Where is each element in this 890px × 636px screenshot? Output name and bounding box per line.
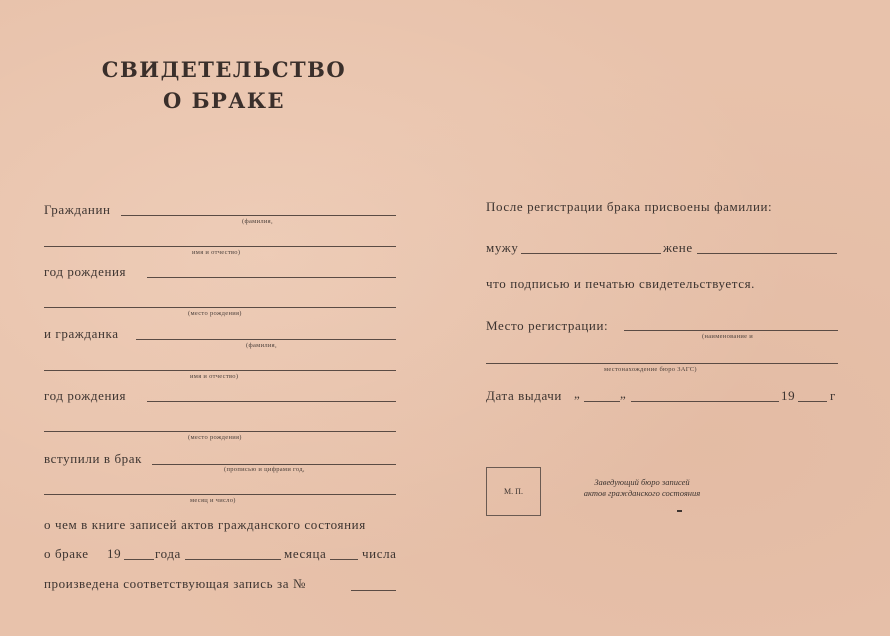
married-label: вступили в брак	[44, 451, 143, 466]
issue-quote-open: „	[574, 386, 581, 401]
wife-label: жене	[663, 240, 693, 255]
record-line-1: о чем в книге записей актов гражданского состояния	[44, 517, 366, 532]
citizeness-name-line	[44, 370, 396, 371]
hint-birthplace-2: (место рождения)	[188, 434, 242, 441]
birth-year-line-1	[147, 277, 396, 278]
place-line-1	[624, 330, 838, 331]
bureau-head-caption	[552, 477, 732, 499]
hint-date-2: месяц и число)	[190, 497, 236, 504]
record-year-line	[124, 559, 154, 560]
issue-date-label: Дата выдачи	[486, 388, 562, 403]
issue-day-line	[584, 401, 620, 402]
record-day-label: числа	[362, 546, 397, 561]
birthplace-line-1	[44, 307, 396, 308]
wife-surname-line	[697, 253, 837, 254]
record-month-label: месяца	[284, 546, 327, 561]
record-year-label: года	[155, 546, 181, 561]
issue-g-label: г	[830, 388, 836, 403]
issue-19-label: 19	[781, 388, 796, 403]
citizen-label: Гражданин	[44, 202, 111, 217]
hint-surname-1: (фамилия,	[242, 218, 273, 225]
citizeness-surname-line	[136, 339, 396, 340]
hint-surname-2: (фамилия,	[246, 342, 277, 349]
stamp-text: М. П.	[504, 487, 523, 496]
birth-year-label-1: год рождения	[44, 264, 127, 279]
birthplace-line-2	[44, 431, 396, 432]
record-19-label: 19	[107, 546, 122, 561]
issue-year-line	[798, 401, 827, 402]
title-line-1: СВИДЕТЕЛЬСТВО	[101, 57, 347, 82]
head-line-2: актов гражданского состояния	[583, 488, 701, 498]
head-line-1: Заведующий бюро записей	[594, 477, 690, 487]
husband-surname-line	[521, 253, 661, 254]
hint-name-1: имя и отчество)	[192, 249, 241, 256]
record-month-line	[185, 559, 281, 560]
birth-year-label-2: год рождения	[44, 388, 127, 403]
citizen-name-line	[44, 246, 396, 247]
married-date-line	[152, 464, 396, 465]
stamp-box	[486, 467, 541, 516]
record-marriage-label: о браке	[44, 546, 89, 561]
certify-text: что подписью и печатью свидетельствуется.	[486, 276, 756, 291]
title-line-2: О БРАКЕ	[162, 88, 286, 113]
hint-birthplace-1: (место рождения)	[188, 310, 242, 317]
citizen-surname-line	[121, 215, 396, 216]
issue-quote-close: „	[620, 386, 627, 401]
place-label: Место регистрации:	[486, 318, 609, 333]
hint-place-1: (наименование и	[702, 333, 754, 340]
issue-month-line	[631, 401, 779, 402]
record-day-line	[330, 559, 358, 560]
record-line-3: произведена соответствующая запись за №	[44, 576, 306, 591]
husband-label: мужу	[486, 240, 519, 255]
citizeness-label: и гражданка	[44, 326, 119, 341]
record-number-line	[351, 590, 396, 591]
hint-place-2: местонахождение бюро ЗАГС)	[604, 366, 697, 373]
married-date-line-2	[44, 494, 396, 495]
surnames-label: После регистрации брака присвоены фамилии:	[486, 199, 773, 214]
hint-name-2: имя и отчество)	[190, 373, 239, 380]
hint-date-1: (прописью и цифрами год,	[224, 466, 305, 473]
place-line-2	[486, 363, 838, 364]
birth-year-line-2	[147, 401, 396, 402]
ink-mark	[677, 510, 682, 512]
